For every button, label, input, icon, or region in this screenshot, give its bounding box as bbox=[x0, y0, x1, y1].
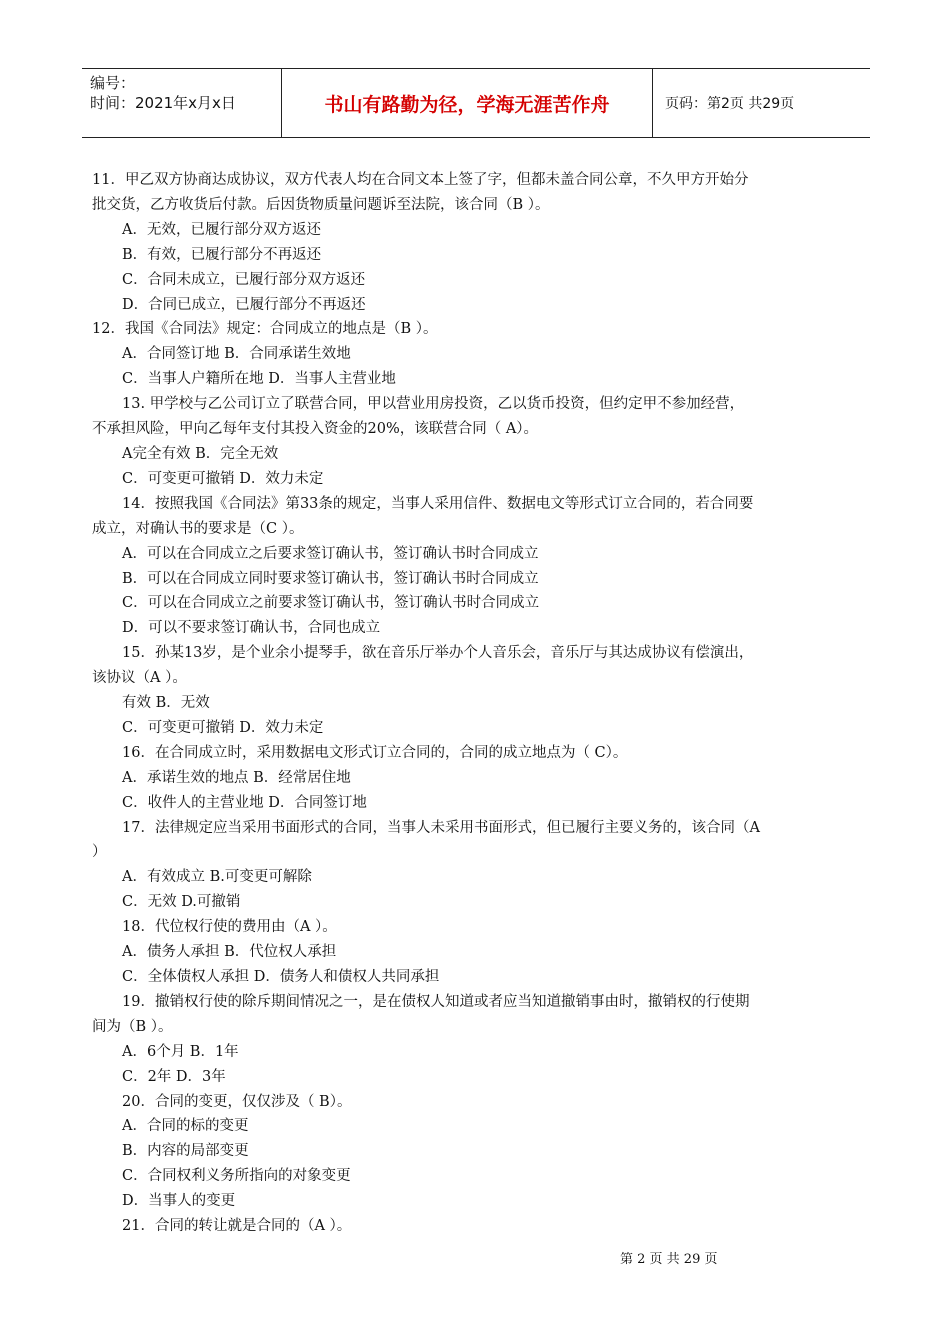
text-line: B．有效，已履行部分不再返还 bbox=[122, 246, 322, 263]
text-line: 间为（B ）。 bbox=[92, 1018, 173, 1035]
text-line: A完全有效 B．完全无效 bbox=[122, 445, 279, 462]
text-line: C．可变更可撤销 D．效力未定 bbox=[122, 470, 324, 487]
header-page-code: 页码：第2页 共29页 bbox=[665, 96, 795, 112]
text-line: 17．法律规定应当采用书面形式的合同，当事人未采用书面形式，但已履行主要义务的，该合同（A bbox=[122, 819, 760, 836]
text-line: 20．合同的变更，仅仅涉及（ B）。 bbox=[122, 1093, 352, 1110]
page-header bbox=[82, 68, 870, 138]
text-line: D．合同已成立，已履行部分不再返还 bbox=[122, 296, 366, 313]
text-line: 13. 甲学校与乙公司订立了联营合同，甲以营业用房投资，乙以货币投资，但约定甲不参加经营， bbox=[122, 396, 745, 413]
page-footer: 第 2 页 共 29 页 bbox=[620, 1252, 718, 1267]
text-line: 成立，对确认书的要求是（C ）。 bbox=[92, 520, 304, 537]
text-line: C．可以在合同成立之前要求签订确认书，签订确认书时合同成立 bbox=[122, 595, 540, 612]
text-line: 有效 B．无效 bbox=[122, 695, 210, 712]
text-line: A．可以在合同成立之后要求签订确认书，签订确认书时合同成立 bbox=[122, 545, 539, 562]
text-line: 15．孙某13岁，是个业余小提琴手，欲在音乐厅举办个人音乐会，音乐厅与其达成协议有偿演出， bbox=[122, 645, 754, 662]
text-line: 12．我国《合同法》规定：合同成立的地点是（B ）。 bbox=[92, 321, 438, 338]
text-line: D．当事人的变更 bbox=[122, 1193, 236, 1210]
text-line: D．可以不要求签订确认书，合同也成立 bbox=[122, 620, 381, 637]
text-line: C．可变更可撤销 D．效力未定 bbox=[122, 719, 324, 736]
text-line: 批交货，乙方收货后付款。后因货物质量问题诉至法院，该合同（B ）。 bbox=[92, 196, 550, 213]
text-line: C．合同权利义务所指向的对象变更 bbox=[122, 1168, 351, 1185]
text-line: 21．合同的转让就是合同的（A ）。 bbox=[122, 1218, 352, 1235]
text-line: A．合同签订地 B．合同承诺生效地 bbox=[122, 346, 351, 363]
text-line: A．有效成立 B.可变更可解除 bbox=[122, 869, 312, 886]
text-line: C．全体债权人承担 D．债务人和债权人共同承担 bbox=[122, 969, 440, 985]
text-line: C．合同未成立，已履行部分双方返还 bbox=[122, 271, 366, 288]
text-line: C．当事人户籍所在地 D．当事人主营业地 bbox=[122, 371, 396, 388]
number-label: 编号： bbox=[90, 74, 136, 92]
text-line: 14．按照我国《合同法》第33条的规定，当事人采用信件、数据电文等形式订立合同的，若合同要 bbox=[122, 495, 754, 512]
text-line: 16．在合同成立时，采用数据电文形式订立合同的，合同的成立地点为（ C）。 bbox=[122, 744, 628, 761]
text-line: A．债务人承担 B．代位权人承担 bbox=[122, 944, 337, 961]
text-line: 11．甲乙双方协商达成协议，双方代表人均在合同文本上签了字，但都未盖合同公章，不久甲方开始分 bbox=[92, 172, 749, 188]
document-body bbox=[92, 168, 862, 1239]
text-line: 该协议（A ）。 bbox=[92, 670, 187, 687]
header-motto: 书山有路勤为径，学海无涯苦作舟 bbox=[282, 69, 653, 137]
text-line: A．合同的标的变更 bbox=[122, 1118, 249, 1135]
text-line: A．6个月 B．1年 bbox=[122, 1043, 239, 1060]
text-line: C．无效 D.可撤销 bbox=[122, 894, 241, 911]
text-line: 19．撤销权行使的除斥期间情况之一，是在债权人知道或者应当知道撤销事由时，撤销权的行使期 bbox=[122, 993, 750, 1010]
text-line: C．收件人的主营业地 D．合同签订地 bbox=[122, 794, 367, 811]
text-line: 不承担风险，甲向乙每年支付其投入资金的20%，该联营合同（ A）。 bbox=[92, 421, 539, 438]
text-line: ） bbox=[92, 844, 107, 861]
text-line: B．内容的局部变更 bbox=[122, 1143, 249, 1160]
time-label: 时间：2021年x月x日 bbox=[90, 94, 236, 112]
text-line: A．承诺生效的地点 B．经常居住地 bbox=[122, 769, 351, 786]
text-line: B．可以在合同成立同时要求签订确认书，签订确认书时合同成立 bbox=[122, 570, 539, 587]
text-line: C．2年 D．3年 bbox=[122, 1068, 226, 1085]
text-line: 18．代位权行使的费用由（A ）。 bbox=[122, 919, 337, 936]
header-meta bbox=[82, 69, 282, 137]
text-line: A．无效，已履行部分双方返还 bbox=[122, 221, 321, 238]
